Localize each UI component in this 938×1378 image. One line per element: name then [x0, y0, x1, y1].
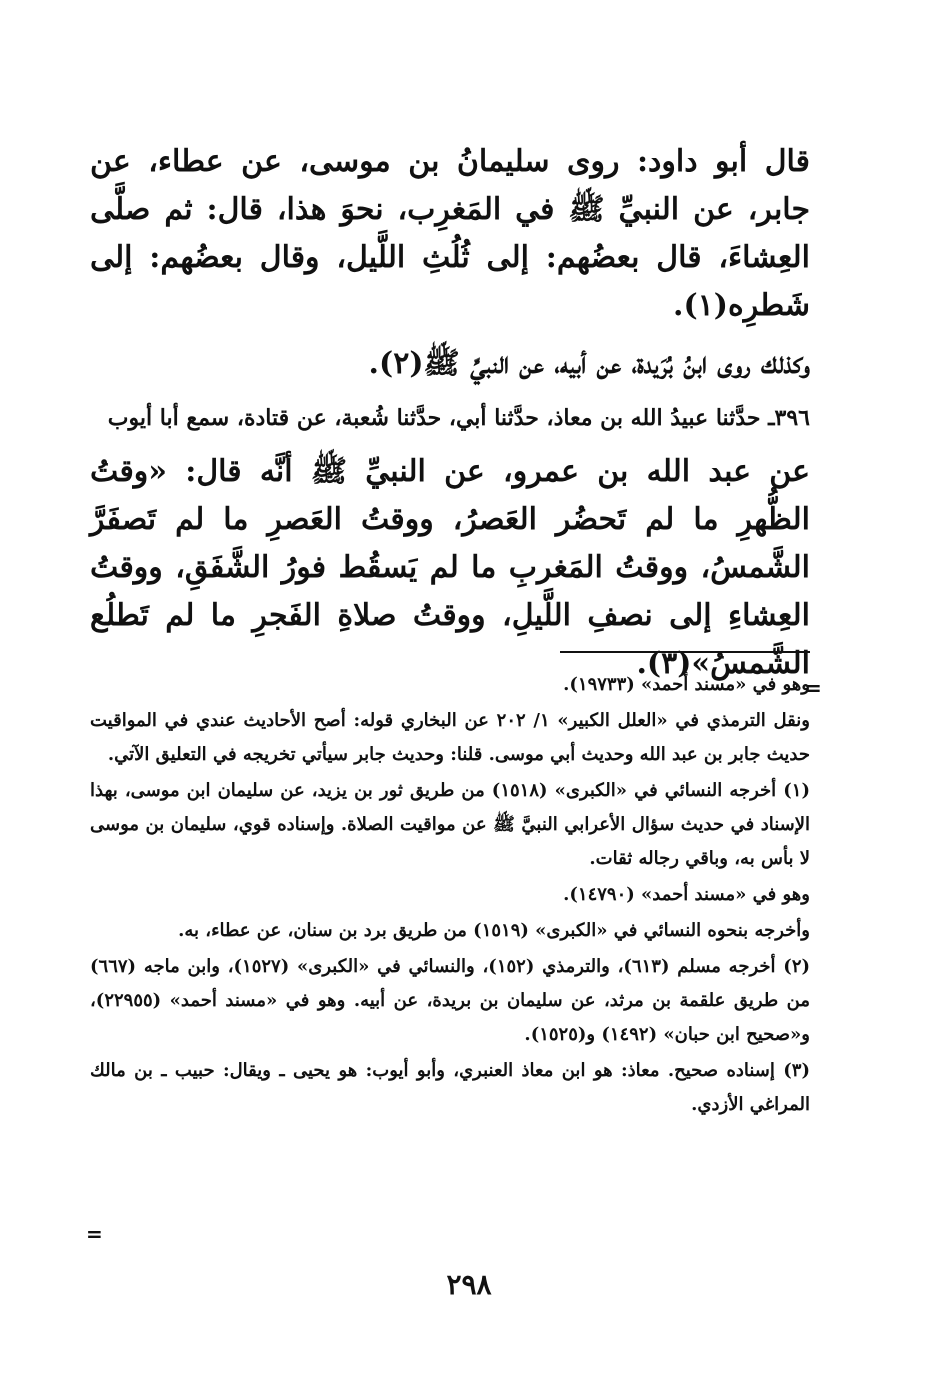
- footnote-1-nasai: وأخرجه بنحوه النسائي في «الكبرى» (١٥١٩) من طريق برد بن سنان، عن عطاء، به.: [178, 920, 810, 941]
- paragraph-abu-dawud: قال أبو داود: روى سليمانُ بن موسى، عن عطاء، عن جابر، عن النبيِّ ﷺ في المَغرِب، نحوَ هذا، قال: ثم صلَّى العِشاءَ، قال بعضُهم: إلى ثُلُثِ اللَّيل، وقال بعضُهم: إلى شَطرِه(١).: [90, 144, 810, 323]
- continuation-mark-bottom: =: [86, 1222, 103, 1246]
- continuation-mark-top: =: [805, 676, 822, 700]
- footnote-2: (٢) أخرجه مسلم (٦١٣)، والترمذي (١٥٢)، والنسائي في «الكبرى» (١٥٢٧)، وابن ماجه (٦٦٧) من طريق علقمة بن مرثد، عن سليمان بن بريدة، عن أبيه. وهو في «مسند أحمد» (٢٢٩٥٥)، و«صحيح ابن حبان» (١٤٩٢) و(١٥٢٥).: [90, 956, 811, 1045]
- page-number: ٢٩٨: [446, 1268, 492, 1301]
- footnote-1-musnad: وهو في «مسند أحمد» (١٤٧٩٠).: [563, 884, 810, 905]
- hadith-isnad-396: ٣٩٦ـ حدَّثنا عبيدُ الله بن معاذ، حدَّثنا أبي، حدَّثنا شُعبة، عن قتادة، سمع أبا أيوب: [107, 405, 810, 431]
- footnote-tirmidhi-note: ونقل الترمذي في «العلل الكبير» ١/ ٢٠٢ عن البخاري قوله: أصح الأحاديث عندي في المواقيت حديث جابر بن عبد الله وحديث أبي موسى. قلنا: وحديث جابر سيأتي تخريجه في التعليق الآتي.: [90, 710, 810, 765]
- footnote-3: (٣) إسناده صحيح. معاذ: هو ابن معاذ العنبري، وأبو أيوب: هو يحيى ـ ويقال: حبيب ـ بن مالك المراغي الأزدي.: [90, 1060, 810, 1115]
- paragraph-ibn-buraydah: وكذلك روى ابنُ بُرَيدة، عن أبيه، عن النبيِّ ﷺ(٢).: [368, 346, 810, 381]
- footnote-1: (١) أخرجه النسائي في «الكبرى» (١٥١٨) من طريق ثور بن يزيد، عن سليمان ابن موسى، بهذا الإسناد في حديث سؤال الأعرابي النبيَّ ﷺ عن مواقيت الصلاة. وإسناده قوي، سليمان بن موسى لا بأس به، وباقي رجاله ثقات.: [90, 780, 810, 869]
- hadith-matn-396: عن عبد الله بن عمرو، عن النبيِّ ﷺ أنَّه قال: «وقتُ الظُّهرِ ما لم تَحضُر العَصرُ، ووقتُ العَصرِ ما لم تَصفَرَّ الشَّمسُ، ووقتُ المَغربِ ما لم يَسقُط فورُ الشَّفَقِ، ووقتُ العِشاءِ إلى نصفِ اللَّيلِ، ووقتُ صلاةِ الفَجرِ ما لم تَطلُع الشَّمسُ»(٣).: [90, 454, 810, 681]
- main-text: [90, 138, 810, 698]
- footnote-divider: [560, 651, 810, 653]
- footnote-continued: وهو في «مسند أحمد» (١٩٧٣٣).: [563, 674, 810, 695]
- footnotes: [90, 668, 810, 1124]
